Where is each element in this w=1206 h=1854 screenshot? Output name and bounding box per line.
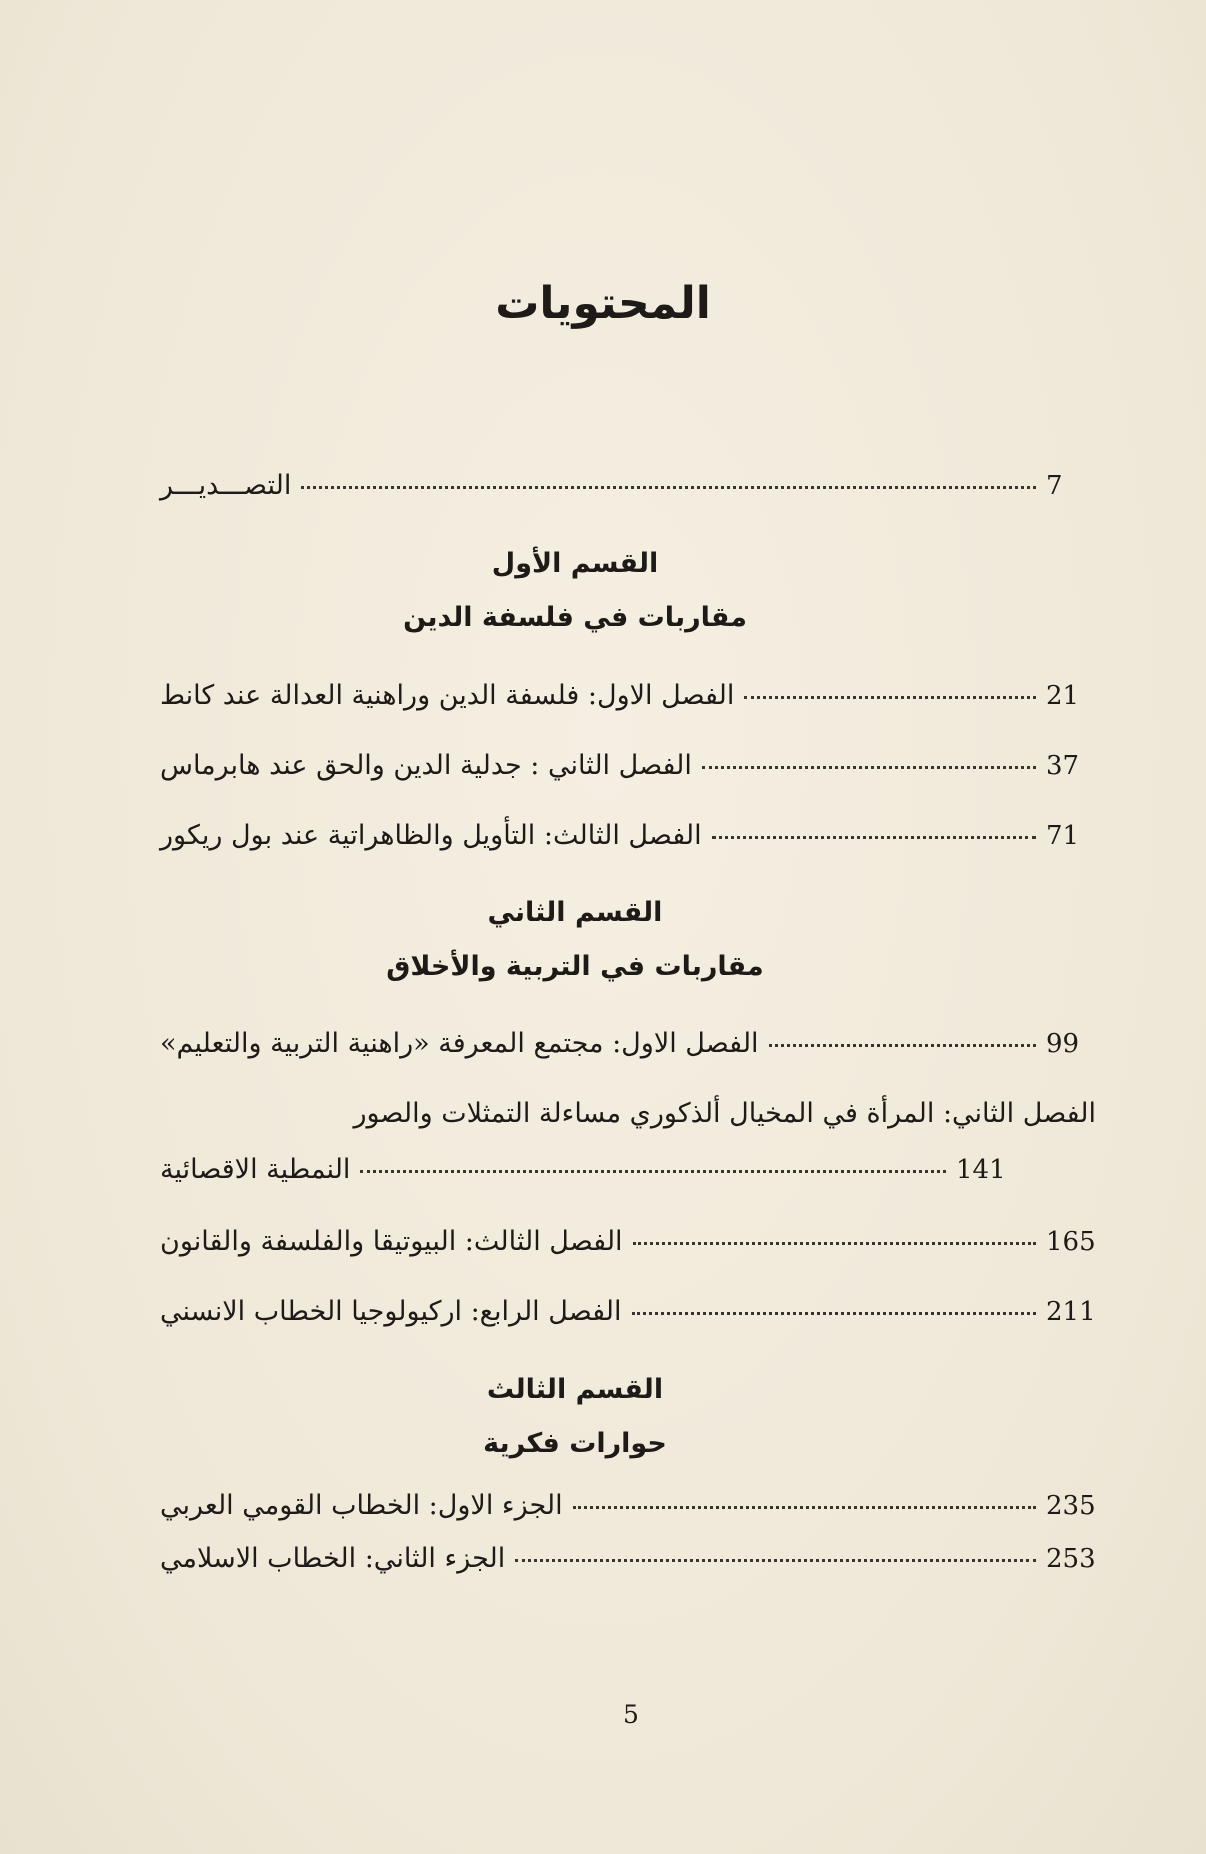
toc-entry-page: 21 (1046, 681, 1080, 711)
toc-entry (160, 750, 1096, 781)
dot-leader (301, 486, 1036, 489)
toc-entry-label: الفصل الاول: فلسفة الدين وراهنية العدالة عند كانط (160, 680, 735, 711)
part1-heading: القسم الأول (491, 548, 659, 579)
toc-entry-label: الفصل الرابع: اركيولوجيا الخطاب الانسني (160, 1296, 622, 1327)
toc-entry-label: الفصل الاول: مجتمع المعرفة «راهنية التربية والتعليم» (160, 1028, 759, 1059)
page-title: المحتويات (495, 278, 711, 329)
dot-leader (633, 1242, 1036, 1245)
toc-entry-page: 253 (1046, 1544, 1096, 1574)
part3-subtitle: حوارات فكرية (483, 1428, 667, 1459)
dot-leader (712, 836, 1036, 839)
toc-entry (160, 1154, 1006, 1185)
toc-entry-label: الفصل الثالث: التأويل والظاهراتية عند بول ريكور (160, 820, 702, 851)
toc-entry-label: الفصل الثالث: البيوتيقا والفلسفة والقانون (160, 1226, 623, 1257)
dot-leader (702, 766, 1036, 769)
toc-entry (160, 680, 1096, 711)
toc-entry (160, 1028, 1096, 1059)
toc-entry (160, 1226, 1096, 1257)
toc-entry (160, 1543, 1096, 1574)
toc-entry-page: 211 (1046, 1297, 1096, 1327)
toc-entry-page: 235 (1046, 1491, 1096, 1521)
toc-entry-page: 141 (956, 1155, 1006, 1185)
dot-leader (360, 1170, 946, 1173)
part2-heading: القسم الثاني (487, 897, 663, 928)
part3-heading: القسم الثالث (486, 1374, 664, 1405)
part2-subtitle: مقاربات في التربية والأخلاق (386, 951, 764, 982)
toc-entry (160, 1296, 1096, 1327)
dot-leader (769, 1044, 1036, 1047)
page-number: 5 (623, 1700, 639, 1729)
toc-entry-first-line: الفصل الثاني: المرأة في المخيال ألذكوري مساءلة التمثلات والصور (353, 1098, 1096, 1129)
toc-entry-label: الفصل الثاني : جدلية الدين والحق عند هابرماس (160, 750, 692, 781)
toc-entry-intro (160, 470, 1096, 501)
dot-leader (573, 1506, 1036, 1509)
toc-entry-label: التصـــديـــر (160, 470, 292, 501)
toc-entry (160, 1490, 1096, 1521)
toc-entry (160, 820, 1096, 851)
toc-entry-page: 165 (1046, 1227, 1096, 1257)
dot-leader (744, 696, 1036, 699)
toc-entry-page: 7 (1046, 471, 1063, 501)
toc-entry-page: 37 (1046, 751, 1080, 781)
toc-entry-label: الجزء الاول: الخطاب القومي العربي (160, 1490, 563, 1521)
toc-entry-page: 99 (1046, 1029, 1080, 1059)
part1-subtitle: مقاربات في فلسفة الدين (403, 602, 747, 633)
toc-entry-page: 71 (1046, 821, 1080, 851)
dot-leader (632, 1312, 1036, 1315)
toc-entry-label: النمطية الاقصائية (160, 1154, 351, 1185)
toc-entry-label: الجزء الثاني: الخطاب الاسلامي (160, 1543, 506, 1574)
dot-leader (515, 1559, 1036, 1562)
